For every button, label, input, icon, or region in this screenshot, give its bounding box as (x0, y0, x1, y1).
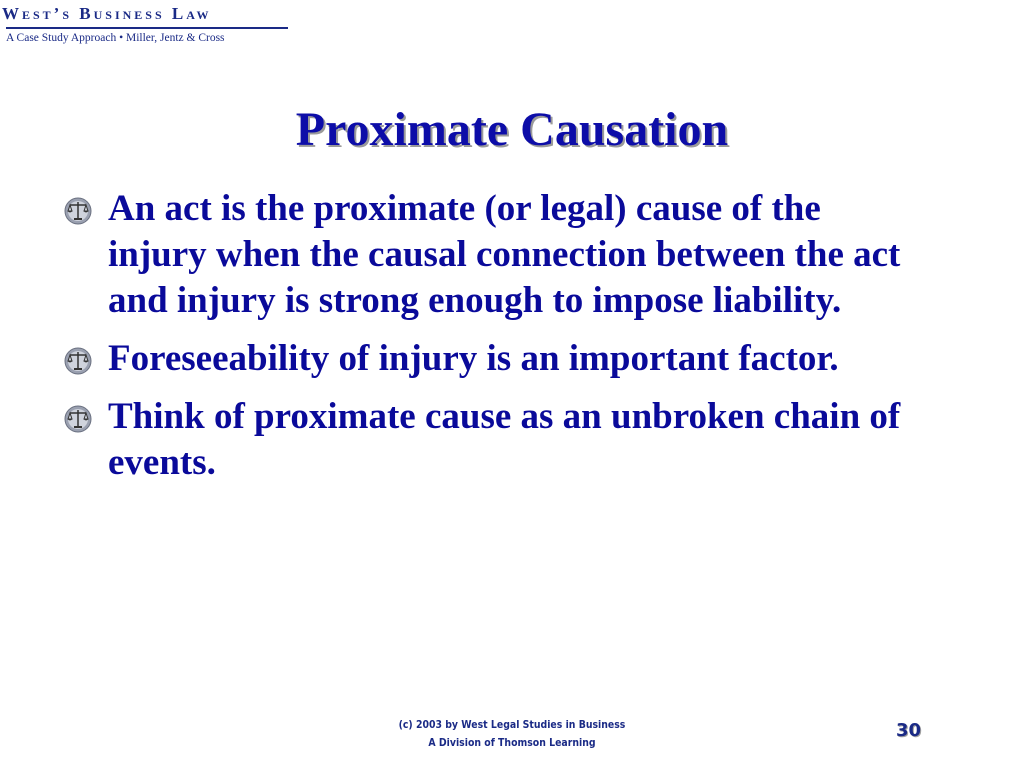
division-line: A Division of Thomson Learning (428, 736, 596, 749)
copyright-line: (c) 2003 by West Legal Studies in Business (398, 718, 626, 731)
brand-title: West’s Business Law (2, 4, 212, 23)
bullet-item (62, 336, 942, 382)
bullet-item (62, 186, 942, 324)
slide-title: Proximate Causation (295, 103, 729, 156)
header (2, 2, 288, 45)
scales-of-justice-icon (62, 346, 94, 376)
scales-of-justice-icon (62, 196, 94, 226)
page-number: 30 (896, 720, 922, 741)
bullet-text: Think of proximate cause as an unbroken chain of events. (108, 396, 901, 483)
bullet-text: Foreseeability of injury is an important factor. (108, 338, 839, 379)
bullet-item (62, 394, 942, 486)
brand-subtitle: A Case Study Approach • Miller, Jentz & Cross (6, 32, 225, 44)
scales-of-justice-icon (62, 404, 94, 434)
bullet-text: An act is the proximate (or legal) cause of the injury when the causal connection between the act and injury is strong enough to impose liability. (108, 188, 901, 321)
bullet-list (62, 186, 942, 498)
footer (77, 716, 947, 752)
header-rule (6, 27, 288, 29)
